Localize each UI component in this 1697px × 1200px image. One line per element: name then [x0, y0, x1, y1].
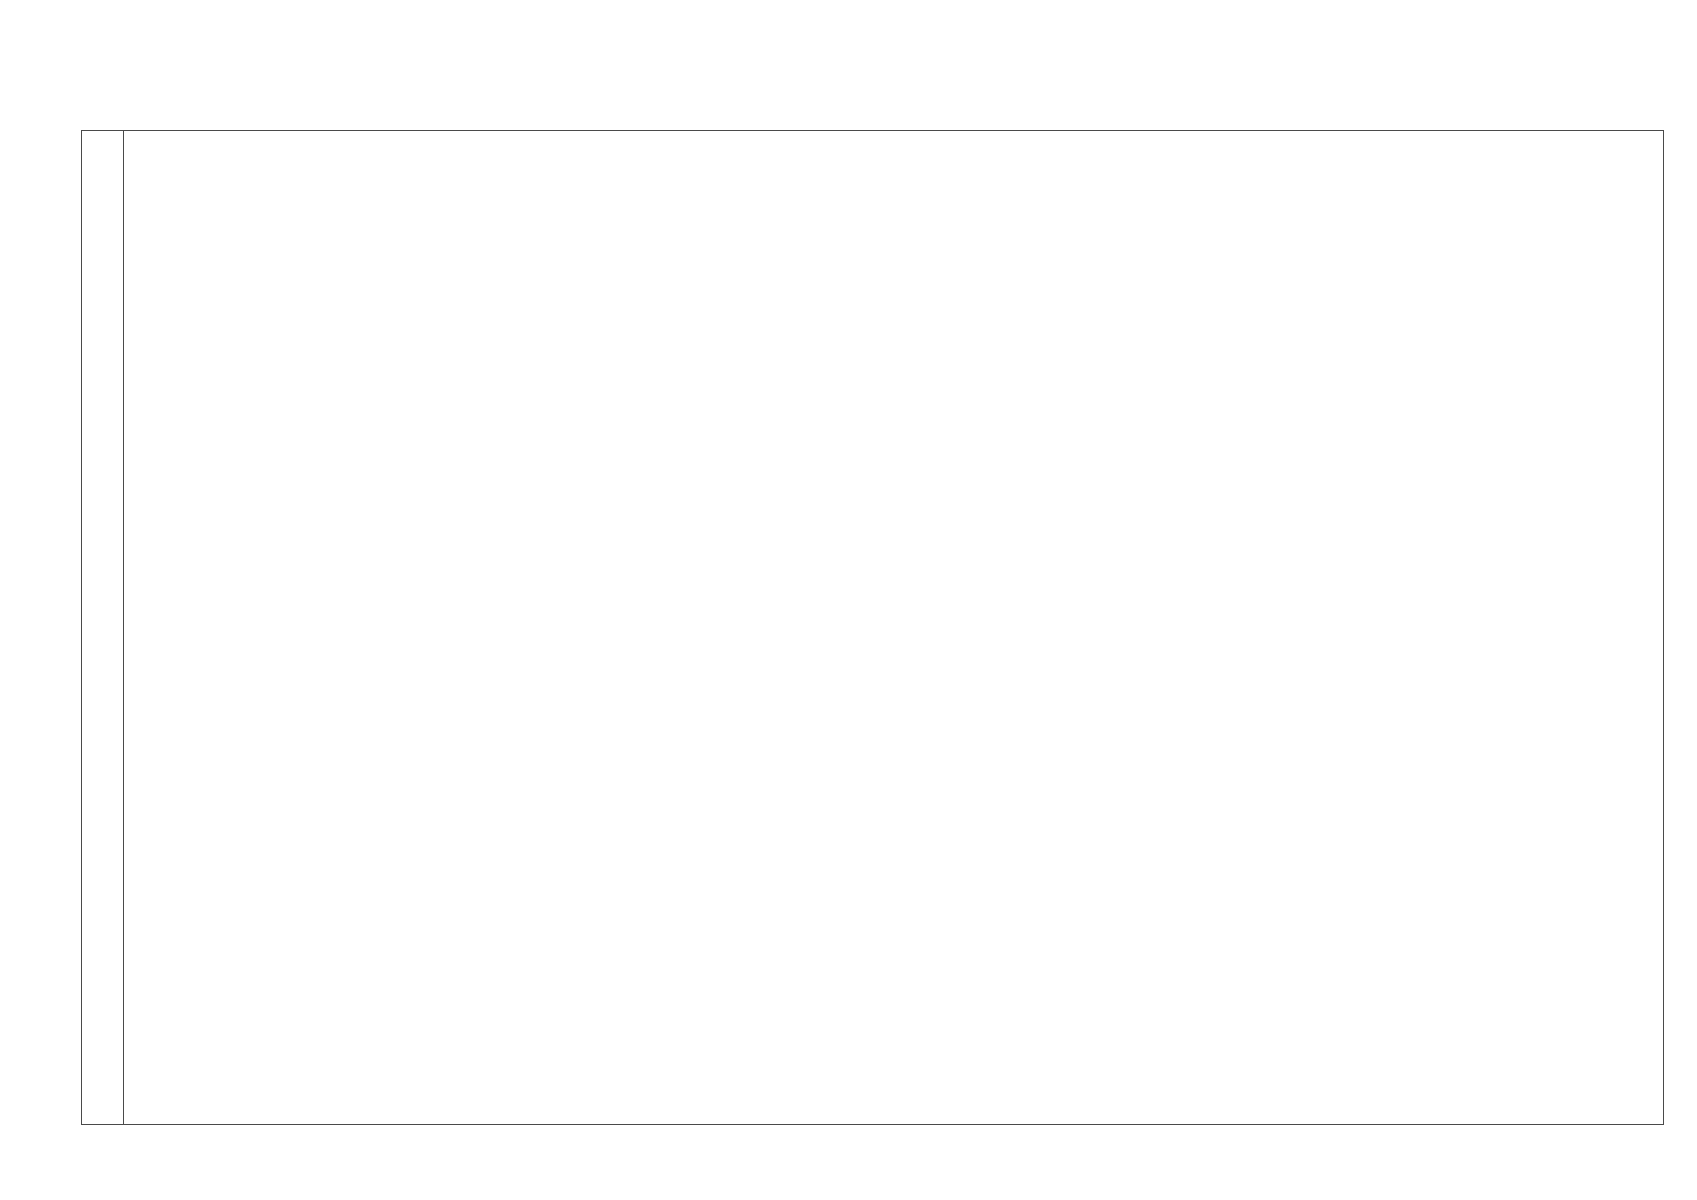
table-left-column	[82, 131, 124, 1124]
formula-table	[81, 130, 1664, 1125]
